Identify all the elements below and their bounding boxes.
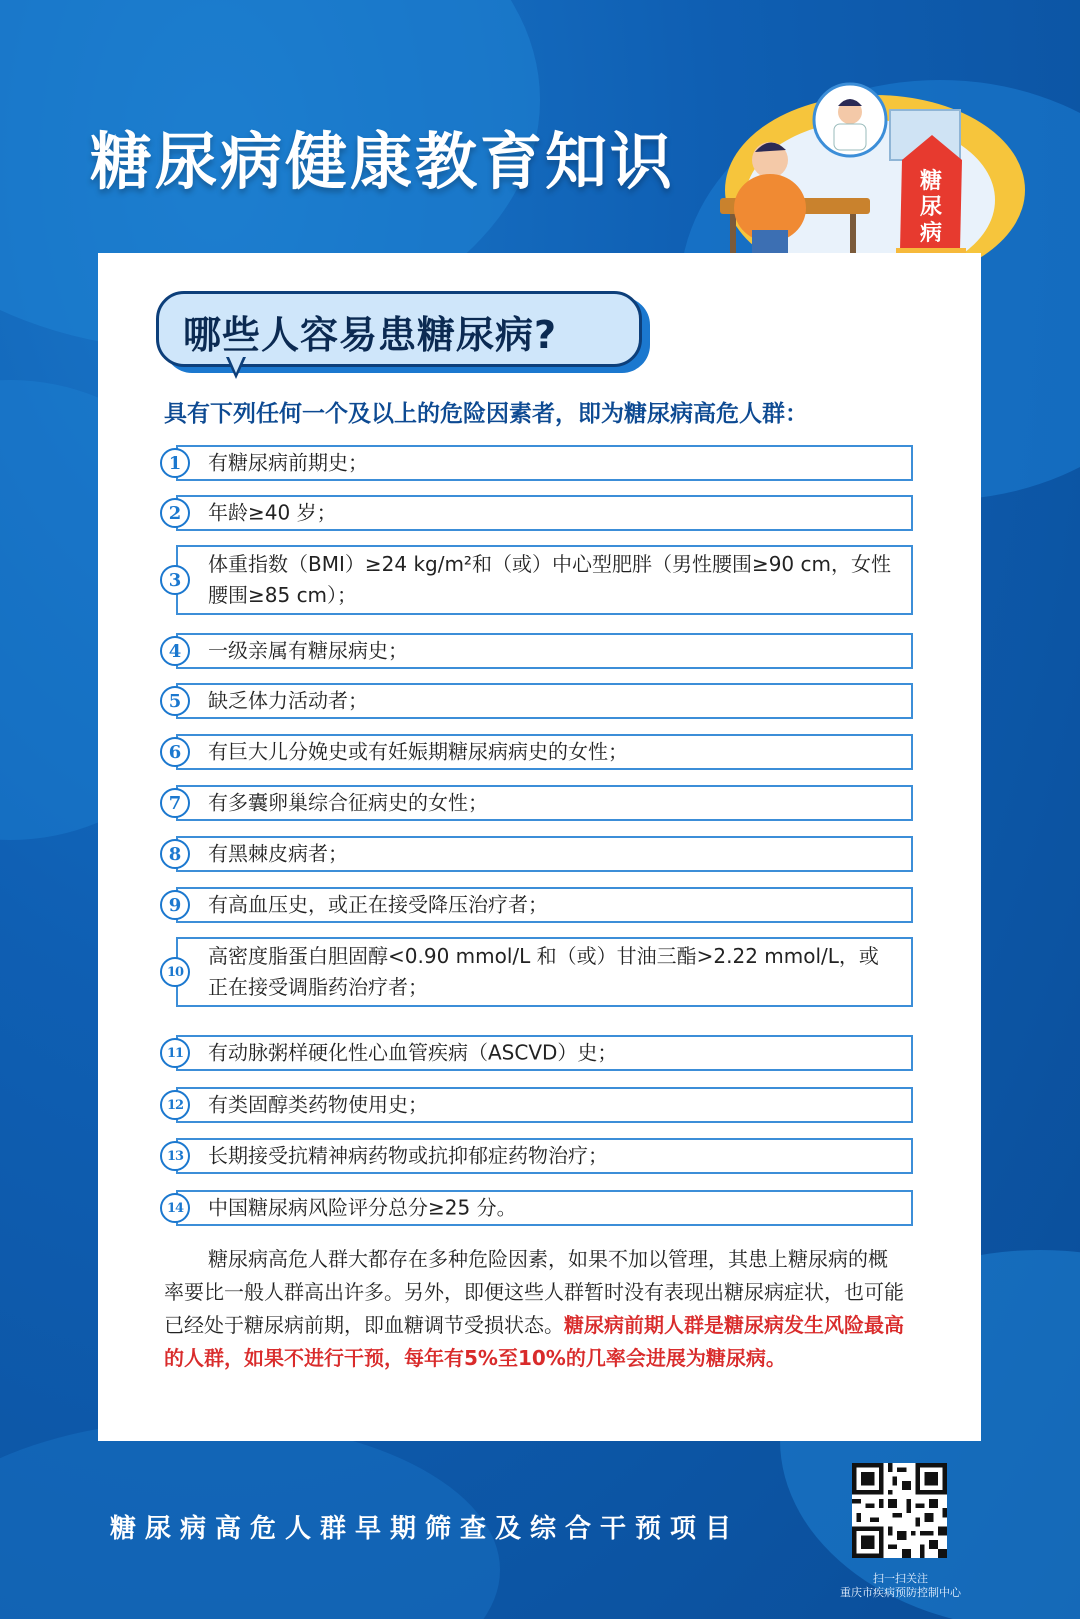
item-text: 有动脉粥样硬化性心血管疾病（ASCVD）史； (208, 1040, 618, 1065)
item-text: 长期接受抗精神病药物或抗抑郁症药物治疗； (208, 1143, 608, 1168)
svg-text:尿: 尿 (919, 195, 943, 220)
qr-caption-line: 重庆市疾病预防控制中心 (840, 1586, 961, 1599)
qr-code[interactable] (852, 1463, 947, 1558)
item-number: 2 (160, 498, 190, 528)
item-number: 8 (160, 839, 190, 869)
risk-factor-item (168, 836, 913, 872)
risk-factor-item (168, 734, 913, 770)
item-number: 5 (160, 686, 190, 716)
item-text: 有多囊卵巢综合征病史的女性； (208, 790, 488, 815)
risk-factor-item (168, 887, 913, 923)
page-title: 糖尿病健康教育知识 (90, 125, 676, 198)
qr-caption (818, 1572, 983, 1600)
item-number: 9 (160, 890, 190, 920)
risk-factor-item (166, 1035, 913, 1071)
item-number: 10 (160, 957, 190, 987)
item-text: 缺乏体力活动者； (208, 688, 368, 713)
content-card (98, 253, 981, 1441)
risk-factor-item (168, 445, 913, 481)
item-number: 6 (160, 737, 190, 767)
risk-factor-item (166, 1190, 913, 1226)
item-text: 有黑棘皮病者； (208, 841, 348, 866)
item-text: 有糖尿病前期史； (208, 450, 368, 475)
item-number: 11 (160, 1038, 190, 1068)
item-number: 14 (160, 1193, 190, 1223)
risk-factor-item (168, 545, 913, 615)
risk-factor-item (168, 495, 913, 531)
section-heading: 哪些人容易患糖尿病? (183, 313, 558, 357)
bubble-tail-inner (229, 357, 243, 373)
item-text: 有巨大儿分娩史或有妊娠期糖尿病病史的女性； (208, 739, 628, 764)
svg-text:糖: 糖 (919, 169, 943, 194)
qr-caption-line: 扫一扫关注 (873, 1572, 928, 1585)
item-text: 有类固醇类药物使用史； (208, 1092, 428, 1117)
risk-factor-item (168, 633, 913, 669)
risk-factor-item (166, 1138, 913, 1174)
svg-text:病: 病 (919, 221, 943, 246)
risk-factor-item (166, 937, 913, 1007)
risk-factor-item (166, 1087, 913, 1123)
risk-factor-item (168, 785, 913, 821)
summary-paragraph (164, 1243, 904, 1375)
project-name: 糖尿病高危人群早期筛查及综合干预项目 (110, 1514, 741, 1544)
section-heading-bubble (156, 291, 642, 367)
item-text: 中国糖尿病风险评分总分≥25 分。 (208, 1195, 517, 1220)
item-text: 体重指数（BMI）≥24 kg/m²和（或）中心型肥胖（男性腰围≥90 cm，女性腰围≥85 cm）； (208, 552, 891, 607)
summary-text: 糖尿病高危人群大都存在多种危险因素，如果不加以管理，其患上糖尿病的概率要比一般人群高出许多。另外，即便这些人群暂时没有表现出糖尿病症状，也可能已经处于糖尿病前期，即血糖调节受损状态。 (164, 1247, 904, 1337)
item-text: 有高血压史，或正在接受降压治疗者； (208, 892, 548, 917)
item-number: 1 (160, 448, 190, 478)
item-text: 高密度脂蛋白胆固醇<0.90 mmol/L 和（或）甘油三酯>2.22 mmol/L，或正在接受调脂药治疗者； (208, 944, 879, 999)
summary-highlight: 糖尿病前期人群是糖尿病发生风险最高的人群，如果不进行干预，每年有5%至10%的几率会进展为糖尿病。 (164, 1313, 904, 1370)
intro-text: 具有下列任何一个及以上的危险因素者，即为糖尿病高危人群： (164, 401, 808, 427)
item-number: 13 (160, 1141, 190, 1171)
item-text: 年龄≥40 岁； (208, 500, 337, 525)
item-number: 7 (160, 788, 190, 818)
item-number: 4 (160, 636, 190, 666)
item-text: 一级亲属有糖尿病史； (208, 638, 408, 663)
item-number: 12 (160, 1090, 190, 1120)
risk-factor-item (168, 683, 913, 719)
item-number: 3 (160, 565, 190, 595)
